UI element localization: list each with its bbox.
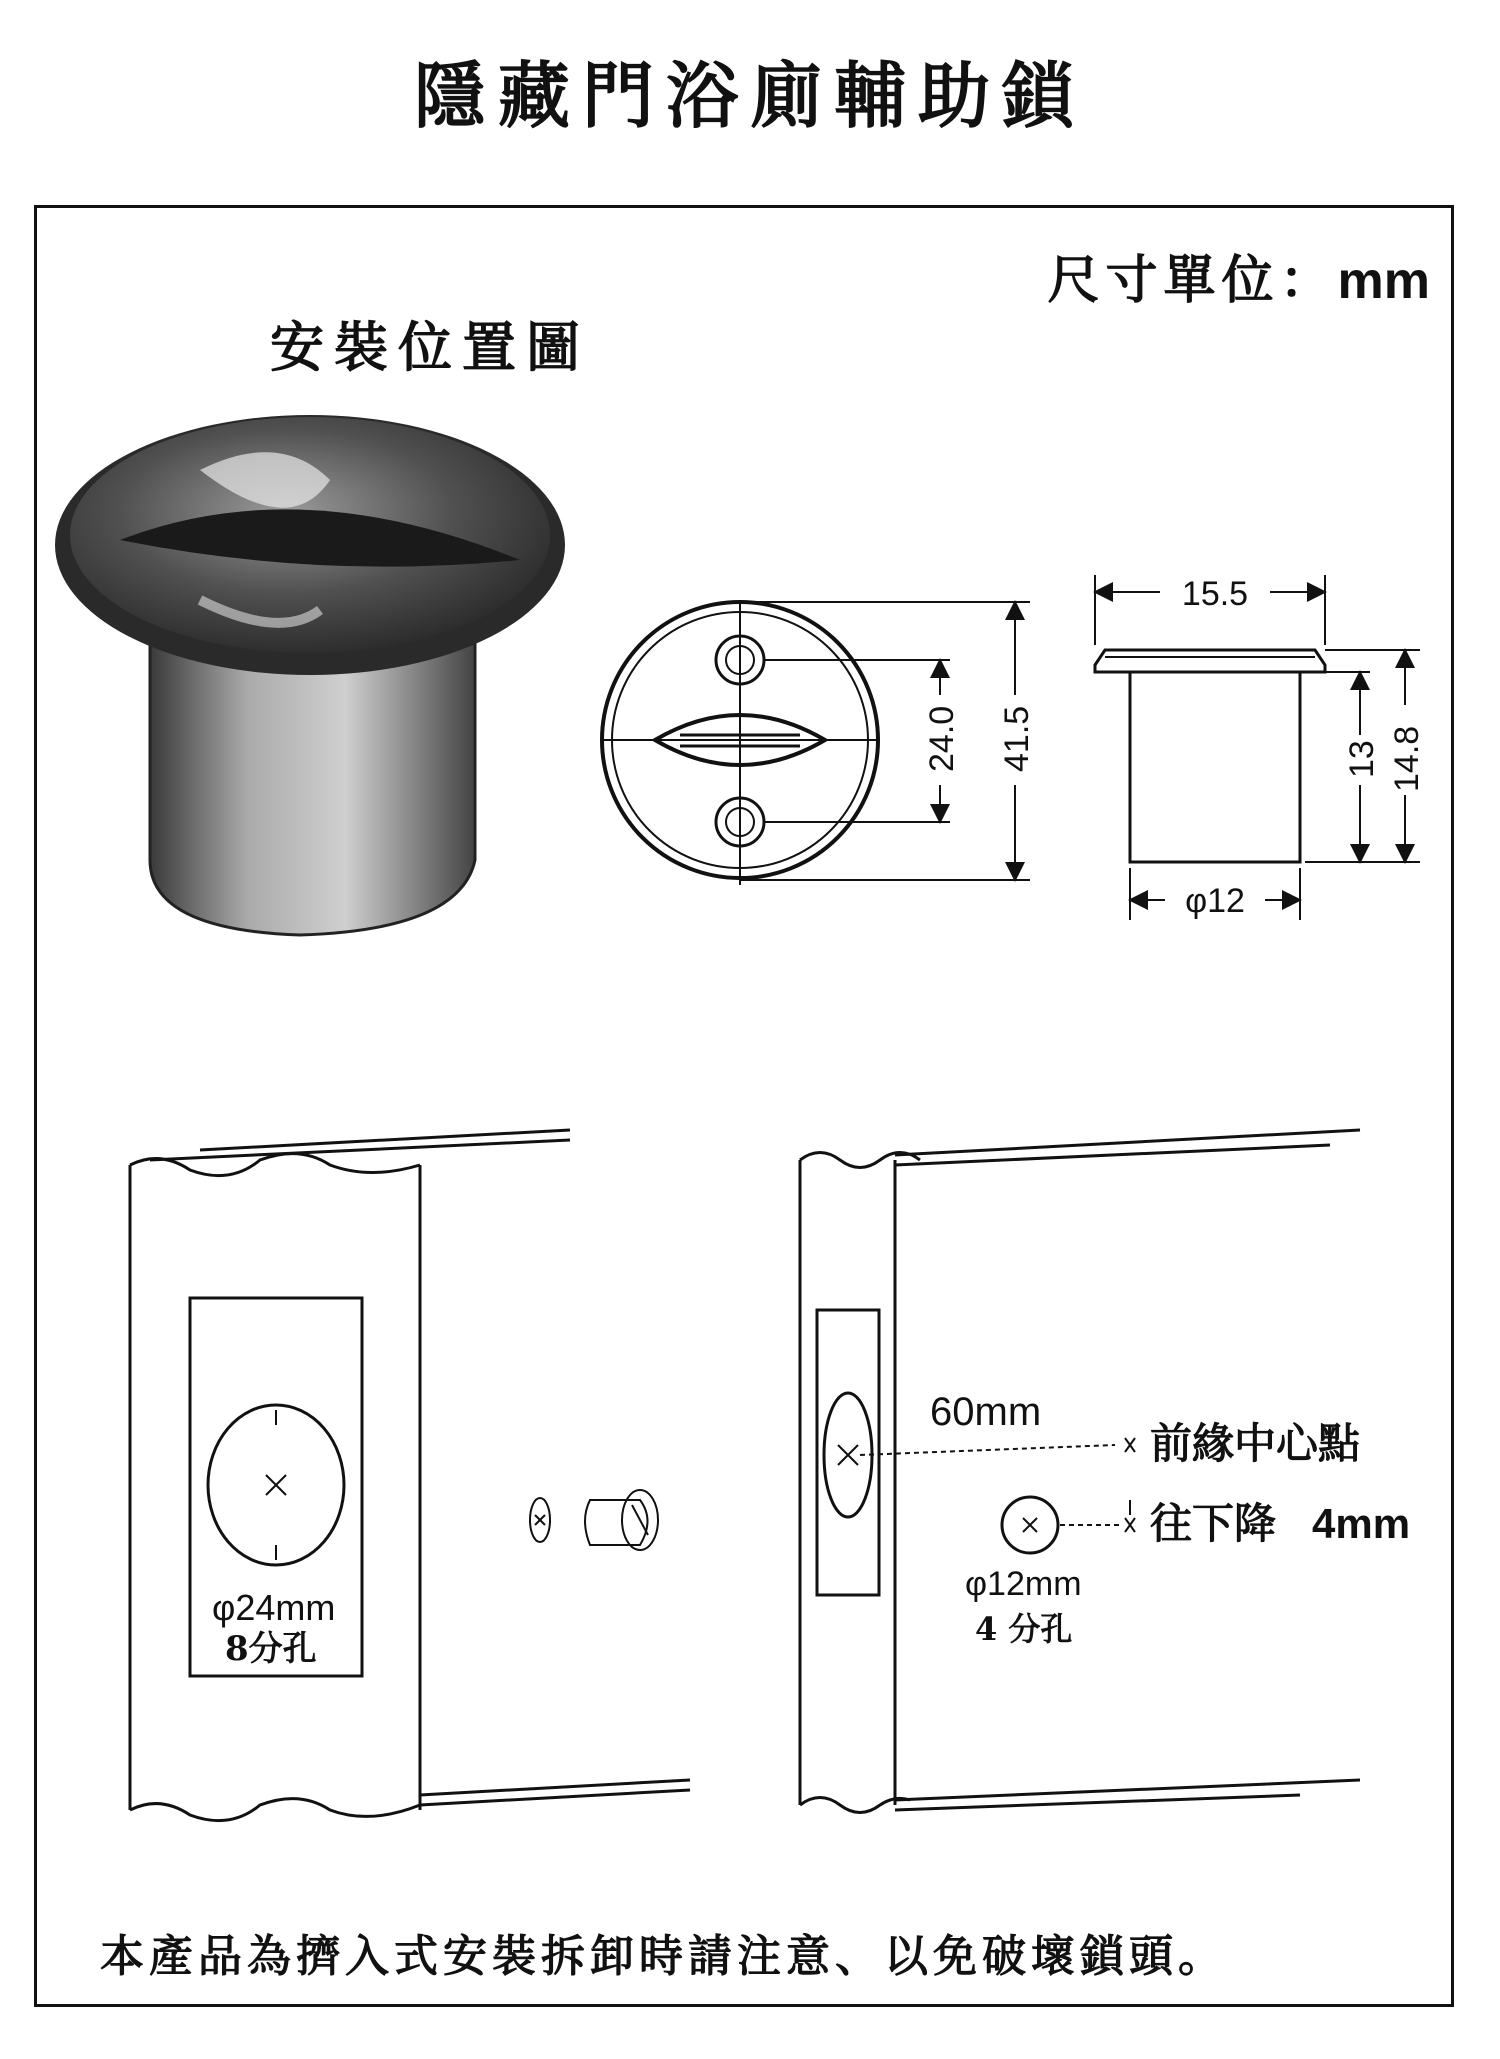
drop-value: 4mm [1312, 1500, 1411, 1547]
dim-41-5: 41.5 [998, 705, 1036, 772]
install-position-label: 安裝位置圖 [270, 315, 590, 379]
right-door-drawing [800, 1130, 1360, 1813]
left-hole-diameter: φ24mm [212, 1587, 336, 1628]
dim-13: 13 [1343, 740, 1381, 778]
drop-label: 往下降 [1150, 1499, 1277, 1548]
edge-center-label: 前緣中心點 [1150, 1419, 1361, 1468]
dim-phi12: φ12 [1185, 882, 1245, 920]
right-hole-diameter: φ12mm [965, 1565, 1082, 1603]
dim-15-5: 15.5 [1181, 575, 1249, 613]
left-hole-size: 8分孔 [225, 1629, 317, 1669]
unit-label-text: 尺寸單位： [1047, 250, 1338, 311]
dim-14-8: 14.8 [1388, 725, 1426, 792]
lock-product-photo [55, 415, 565, 935]
right-hole-size: 4 分孔 [975, 1610, 1073, 1648]
offset-label: 60mm [930, 1390, 1042, 1434]
installation-note: 本產品為擠入式安裝拆卸時請注意、以免破壞鎖頭。 [100, 1931, 1227, 1982]
dim-24: 24.0 [923, 705, 961, 772]
unit-value: mm [1337, 252, 1430, 310]
page-title: 隱藏門浴廁輔助鎖 [413, 53, 1086, 138]
left-door-drawing [130, 1130, 690, 1821]
front-view-drawing [600, 600, 1030, 885]
